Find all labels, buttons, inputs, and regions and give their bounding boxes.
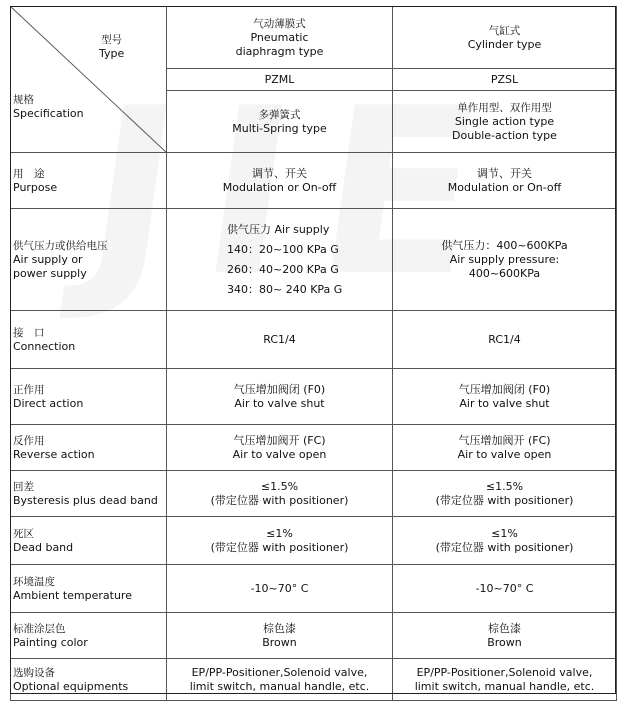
cell-line: limit switch, manual handle, etc. bbox=[414, 679, 595, 693]
model-label-zh: 型号 bbox=[101, 34, 123, 46]
col2-header-en: Cylinder type bbox=[467, 37, 542, 51]
cell-line: (带定位器 with positioner) bbox=[210, 540, 349, 554]
cell-line: RC1/4 bbox=[488, 332, 521, 346]
row-label-zh: 选购设备 bbox=[13, 666, 55, 679]
row-label-en: Painting color bbox=[13, 635, 88, 649]
cell-line: ≤1% bbox=[491, 526, 518, 540]
cell-line: Air to valve shut bbox=[459, 396, 550, 410]
cell-line: Brown bbox=[262, 635, 297, 649]
cell-line: 气压增加阀开 (FC) bbox=[233, 433, 326, 447]
row-label-en: Ambient temperature bbox=[13, 588, 132, 602]
cell-line: -10~70° C bbox=[250, 581, 309, 595]
cell-line: ≤1.5% bbox=[260, 479, 299, 493]
row-label-en: Direct action bbox=[13, 396, 84, 410]
cell-line: ≤1% bbox=[266, 526, 293, 540]
col1-code: PZML bbox=[167, 69, 393, 91]
cell-line: (带定位器 with positioner) bbox=[435, 493, 574, 507]
cell-line: 调节、开关 bbox=[477, 166, 532, 180]
row-label-en: Reverse action bbox=[13, 447, 95, 461]
cell-line: EP/PP-Positioner,Solenoid valve, bbox=[416, 665, 593, 679]
row-label-zh: 反作用 bbox=[13, 434, 45, 447]
cell-line: EP/PP-Positioner,Solenoid valve, bbox=[191, 665, 368, 679]
cell-line: -10~70° C bbox=[475, 581, 534, 595]
cell-line: Air supply pressure: bbox=[449, 252, 560, 266]
col2-subtype-en1: Single action type bbox=[454, 114, 555, 128]
spec-label-en: Specification bbox=[13, 107, 84, 120]
row-label-zh: 回差 bbox=[13, 480, 34, 493]
cell-line: ≤1.5% bbox=[485, 479, 524, 493]
cell-line: Brown bbox=[487, 635, 522, 649]
col1-subtype-zh: 多弹簧式 bbox=[258, 108, 301, 121]
cell-line: limit switch, manual handle, etc. bbox=[189, 679, 370, 693]
cell-line: 260：40~200 KPa G bbox=[227, 262, 339, 276]
row-label-zh: 供气压力或供给电压 bbox=[13, 239, 108, 252]
cell-line: 调节、开关 bbox=[252, 166, 307, 180]
cell-line: 气压增加阀开 (FC) bbox=[458, 433, 551, 447]
table-frame bbox=[10, 6, 616, 694]
col1-header-en2: diaphragm type bbox=[235, 44, 324, 58]
spec-label-zh: 规格 bbox=[13, 94, 34, 106]
row-label-en: Dead band bbox=[13, 540, 74, 554]
col1-subtype-en: Multi-Spring type bbox=[232, 121, 327, 135]
cell-line: (带定位器 with positioner) bbox=[435, 540, 574, 554]
cell-line: Modulation or On-off bbox=[222, 180, 337, 194]
row-label-en: Air supply or bbox=[13, 252, 83, 266]
row-label-en: power supply bbox=[13, 266, 87, 280]
col2-code: PZSL bbox=[393, 69, 617, 91]
cell-line: 供气压力：400~600KPa bbox=[441, 238, 568, 252]
cell-line: RC1/4 bbox=[263, 332, 296, 346]
cell-line: 140：20~100 KPa G bbox=[227, 242, 339, 256]
row-label-zh: 标准涂层色 bbox=[13, 622, 66, 635]
row-label-zh: 接 口 bbox=[13, 326, 45, 339]
col2-header-zh: 气缸式 bbox=[488, 24, 521, 37]
cell-line: Modulation or On-off bbox=[447, 180, 562, 194]
col2-subtype-en2: Double-action type bbox=[452, 128, 557, 142]
row-label-zh: 用 途 bbox=[13, 167, 45, 180]
cell-line: 棕色漆 bbox=[263, 621, 296, 635]
cell-line: Air to valve open bbox=[457, 447, 552, 461]
col2-subtype-zh: 单作用型、双作用型 bbox=[457, 101, 552, 114]
row-label-zh: 死区 bbox=[13, 527, 34, 540]
cell-line: 400~600KPa bbox=[468, 266, 541, 280]
cell-line: Air to valve shut bbox=[234, 396, 325, 410]
cell-line: 气压增加阀闭 (F0) bbox=[458, 382, 551, 396]
row-label-en: Bysteresis plus dead band bbox=[13, 493, 158, 507]
row-label-zh: 环境温度 bbox=[13, 575, 55, 588]
row-label-en: Optional equipments bbox=[13, 679, 129, 693]
cell-line: Air to valve open bbox=[232, 447, 327, 461]
col1-header-zh: 气动薄膜式 bbox=[253, 17, 306, 30]
row-label-en: Purpose bbox=[13, 180, 58, 194]
col1-header-en1: Pneumatic bbox=[250, 30, 309, 44]
row-label-en: Connection bbox=[13, 339, 76, 353]
model-label-en: Type bbox=[99, 47, 125, 60]
cell-line: 340：80~ 240 KPa G bbox=[227, 282, 343, 296]
cell-line: 棕色漆 bbox=[488, 621, 521, 635]
cell-line: 气压增加阀闭 (F0) bbox=[233, 382, 326, 396]
cell-line: (带定位器 with positioner) bbox=[210, 493, 349, 507]
row-label-zh: 正作用 bbox=[13, 383, 45, 396]
cell-line: 供气压力 Air supply bbox=[227, 222, 330, 236]
